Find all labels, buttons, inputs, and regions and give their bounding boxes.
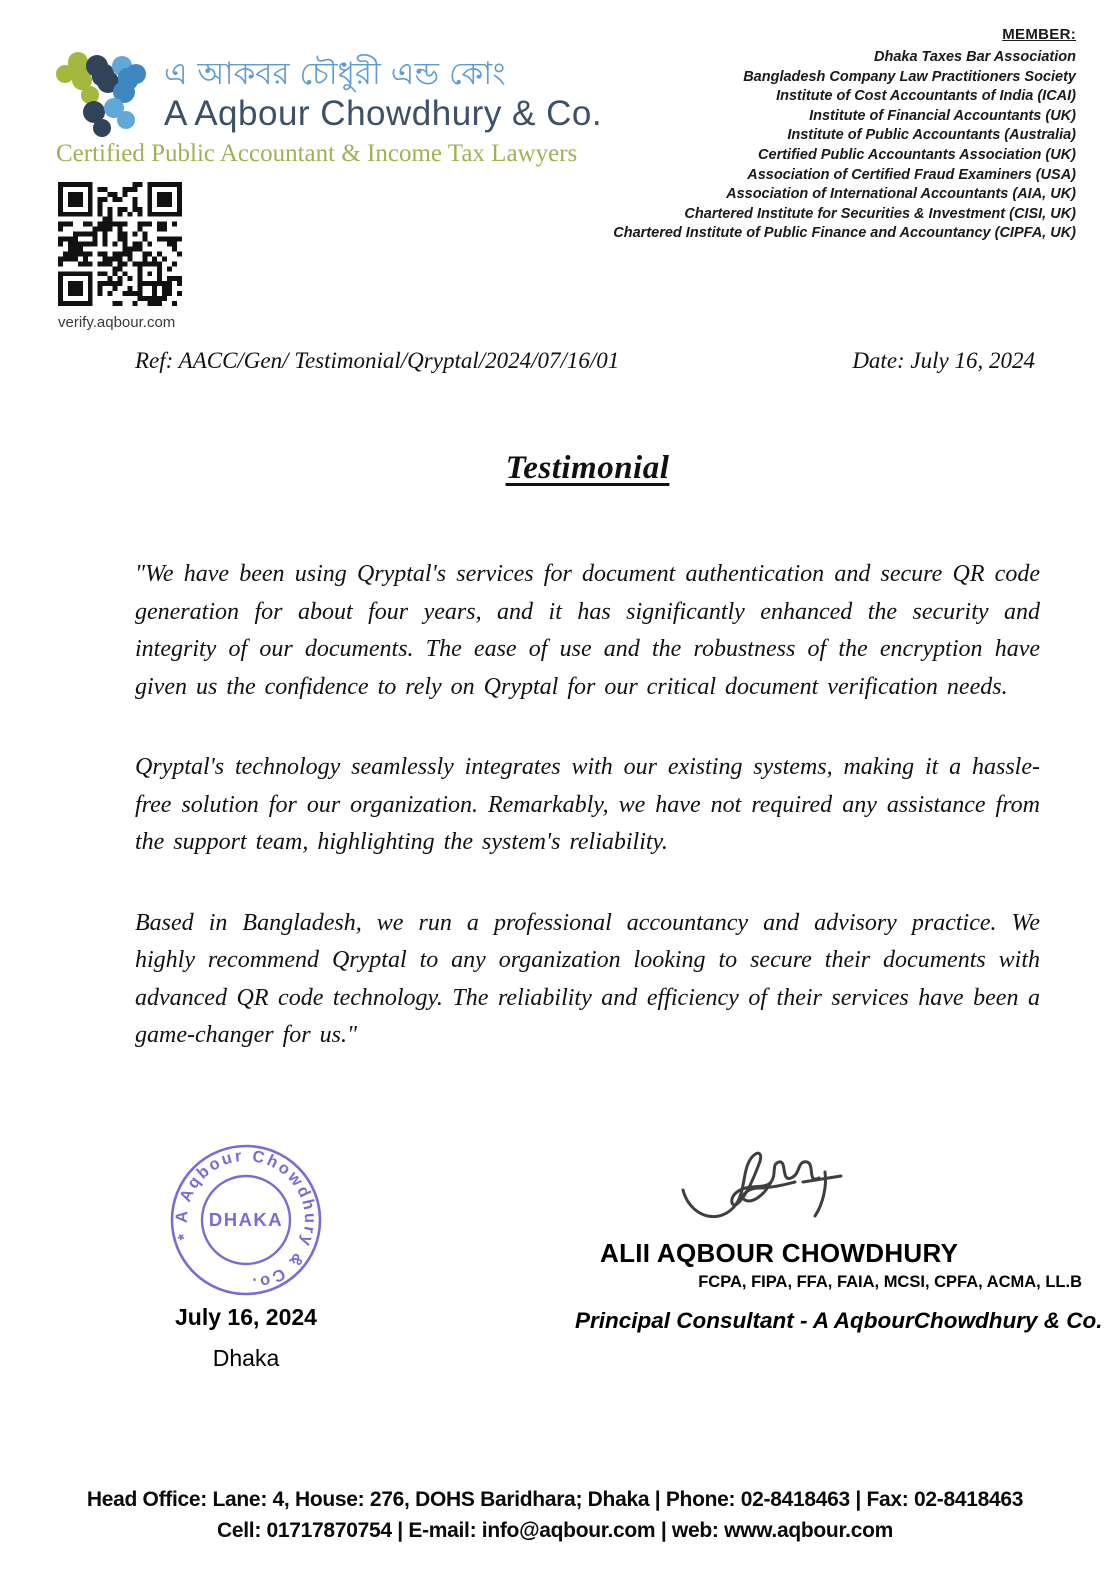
- letterhead: [52, 40, 602, 142]
- qr-verify-url: verify.aqbour.com: [58, 314, 176, 331]
- member-item: Institute of Public Accountants (Australia): [787, 127, 1076, 144]
- stamp-place: Dhaka: [212, 1345, 280, 1371]
- letter-date: Date: July 16, 2024: [852, 348, 1035, 373]
- member-item: Association of Certified Fraud Examiners (USA): [747, 166, 1076, 183]
- member-item: Association of International Accountants (AIA, UK): [726, 186, 1076, 203]
- qr-verification-block: [58, 182, 208, 331]
- footer-line-1: Head Office: Lane: 4, House: 276, DOHS Baridhara; Dhaka | Phone: 02-8418463 | Fax: 02-8418463: [86, 1488, 1024, 1511]
- footer: [0, 1484, 1110, 1546]
- testimonial-paragraph: "We have been using Qryptal's services for document authentication and secure QR code generation for about four years, and it has significantly enhanced the security and integrity of our documents. The ease of use and the robustness of the encryption have given us the confidence to rely on Qryptal for our critical document verification needs.: [135, 561, 1040, 700]
- company-name: A Aqbour Chowdhury & Co.: [164, 94, 603, 133]
- member-item: Institute of Cost Accountants of India (ICAI): [776, 88, 1076, 105]
- signature: [675, 1138, 860, 1236]
- member-item: Institute of Financial Accountants (UK): [809, 107, 1076, 124]
- company-tagline: Certified Public Accountant & Income Tax Lawyers: [56, 140, 578, 167]
- page-title: Testimonial: [505, 450, 670, 486]
- member-item: Chartered Institute of Public Finance and Accountancy (CIPFA, UK): [613, 225, 1076, 242]
- footer-line-2: Cell: 01717870754 | E-mail: info@aqbour.com | web: www.aqbour.com: [217, 1519, 893, 1542]
- member-item: Chartered Institute for Securities & Investment (CISI, UK): [684, 205, 1076, 222]
- testimonial-paragraph: Qryptal's technology seamlessly integrates with our existing systems, making it a hassle-free solution for our organization. Remarkably, we have not required any assistance from the support team, highlighting the system's reliability.: [135, 754, 1040, 855]
- stamp-date: July 16, 2024: [175, 1304, 317, 1330]
- office-stamp-block: [164, 1142, 328, 1372]
- reference-row: [135, 348, 1035, 374]
- testimonial-body: [135, 556, 1040, 1098]
- membership-list: [536, 26, 1076, 244]
- stamp-center-text: DHAKA: [208, 1209, 284, 1230]
- stamp-ring-text: * A Aqbour Chowdhury & Co.: [172, 1146, 320, 1293]
- title-wrap: [135, 450, 1040, 487]
- signatory-name: ALII AQBOUR CHOWDHURY: [600, 1238, 959, 1268]
- testimonial-paragraph: Based in Bangladesh, we run a professional accountancy and advisory practice. We highly recommend Qryptal to any organization looking to secure their documents with advanced QR code technology. The reliability and efficiency of their services have been a game-changer for us.": [135, 909, 1040, 1048]
- member-heading: MEMBER:: [1002, 26, 1076, 43]
- member-item: Bangladesh Company Law Practitioners Society: [743, 68, 1076, 85]
- reference-number: Ref: AACC/Gen/ Testimonial/Qryptal/2024/07/16/01: [135, 348, 620, 373]
- signature-block: [575, 1138, 1103, 1334]
- company-name-bengali: এ আকবর চৌধুরী এন্ড কোং: [164, 56, 506, 92]
- qr-code: [58, 182, 182, 306]
- signatory-title: Principal Consultant - A AqbourChowdhury & Co.: [575, 1308, 1103, 1333]
- member-item: Certified Public Accountants Association (UK): [758, 146, 1076, 163]
- round-stamp: [168, 1142, 324, 1298]
- company-logo-icon: [52, 40, 154, 142]
- member-item: Dhaka Taxes Bar Association: [873, 49, 1076, 65]
- signatory-credentials: FCPA, FIPA, FFA, FAIA, MCSI, CPFA, ACMA, LL.B: [698, 1273, 1082, 1291]
